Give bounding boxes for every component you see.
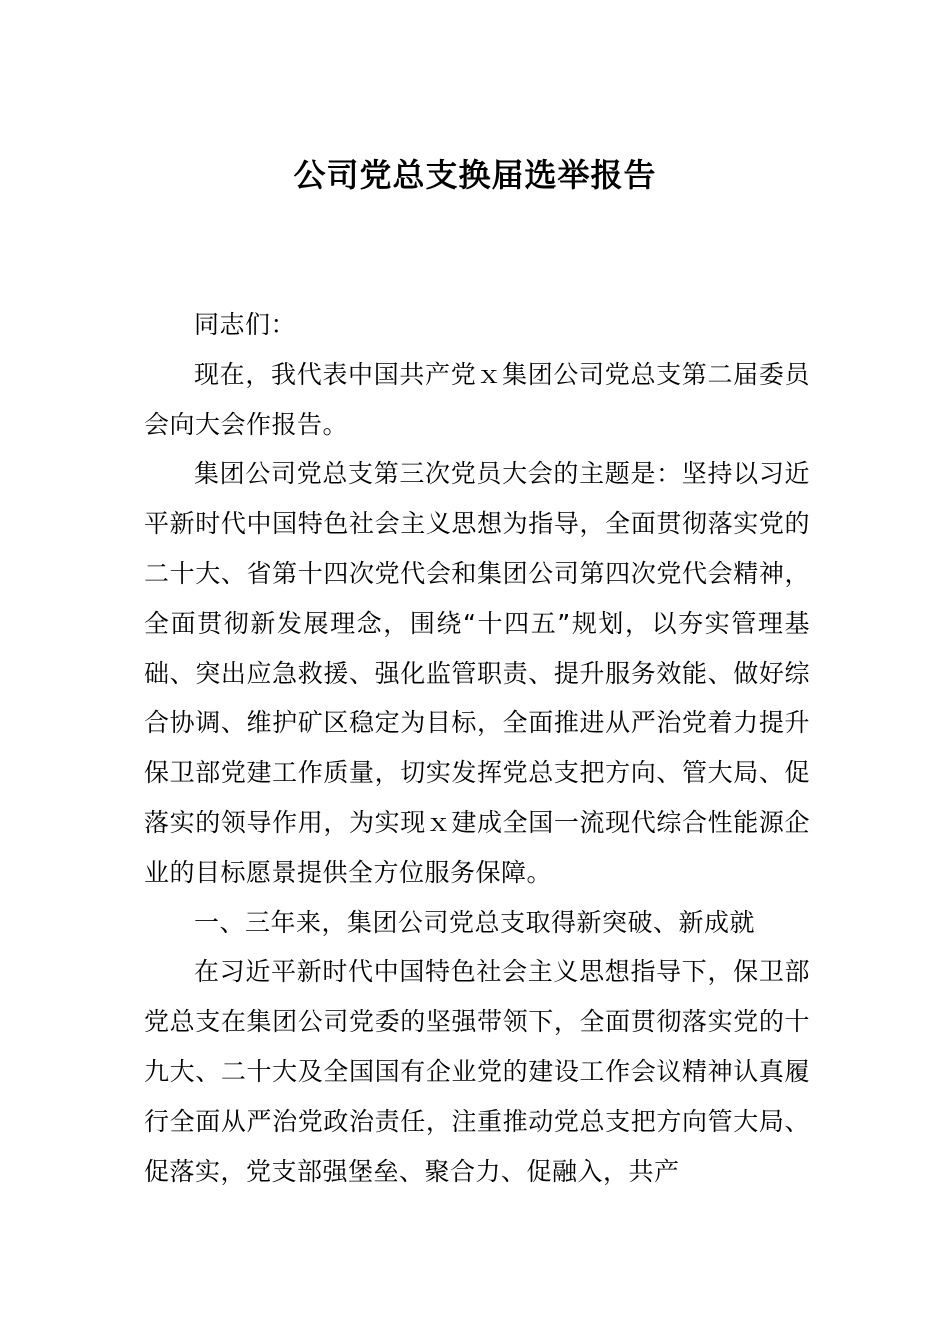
paragraph-section-1: 在习近平新时代中国特色社会主义思想指导下，保卫部党总支在集团公司党委的坚强带领下，全面贯彻落实党的十九大、二十大及全国国有企业党的建设工作会议精神认真履行全面从严治党政治责任，注重推动党总支把方向管大局、促落实，党支部强堡垒、聚合力、促融入，共产 (144, 957, 810, 1186)
document-body (144, 300, 810, 1196)
salutation: 同志们： (194, 310, 297, 339)
paragraph-theme: 集团公司党总支第三次党员大会的主题是：坚持以习近平新时代中国特色社会主义思想为指导，全面贯彻落实党的二十大、省第十四次党代会和集团公司第四次党代会精神，全面贯彻新发展理念，围绕“十四五”规划，以夯实管理基础、突出应急救援、强化监管职责、提升服务效能、做好综合协调、维护矿区稳定为目标，全面推进从严治党着力提升保卫部党建工作质量，切实发挥党总支把方向、管大局、促落实的领导作用，为实现ｘ建成全国一流现代综合性能源企业的目标愿景提供全方位服务保障。 (144, 459, 810, 887)
section-heading-1: 一、三年来，集团公司党总支取得新突破、新成就 (194, 907, 756, 937)
document-title: 公司党总支换届选举报告 (293, 156, 657, 194)
paragraph-intro: 现在，我代表中国共产党ｘ集团公司党总支第二届委员会向大会作报告。 (144, 359, 810, 439)
